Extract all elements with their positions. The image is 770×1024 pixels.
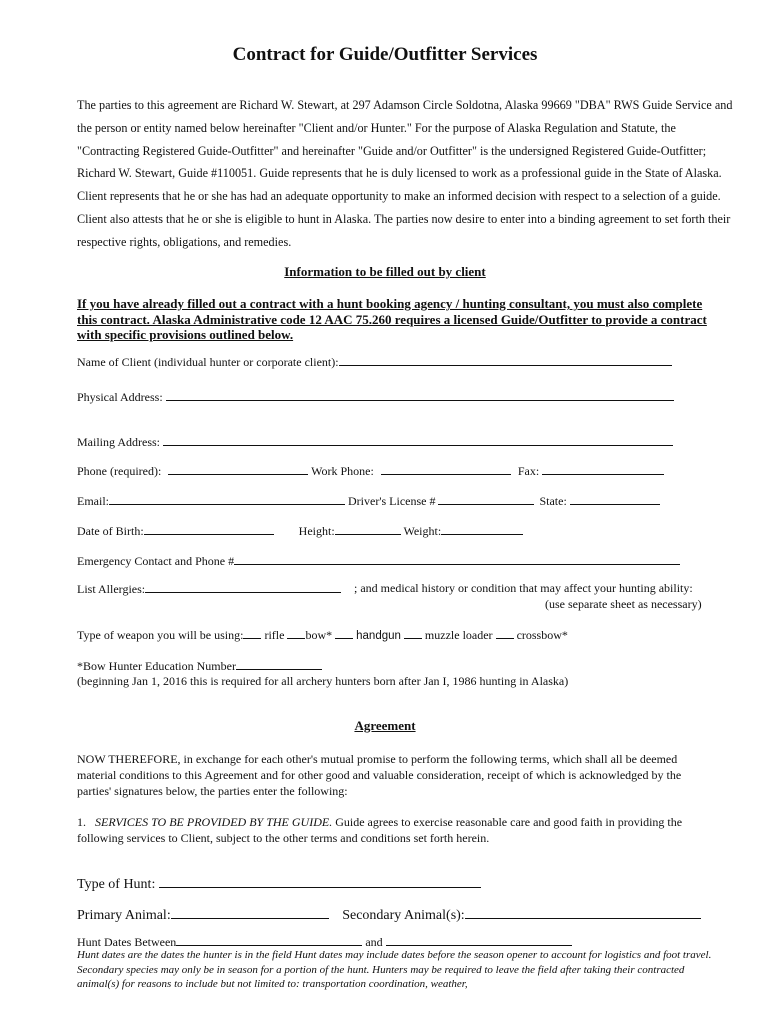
mailing-address-row: [77, 434, 673, 450]
services-number: 1.: [77, 815, 86, 829]
hunt-type-row: [77, 874, 481, 893]
services-text: Guide agrees to exercise reasonable care and good faith in providing the following services to Client, subject to the other terms and conditions set forth herein.: [77, 815, 683, 845]
email-label: Email:: [77, 494, 109, 508]
hunt-type-field[interactable]: [159, 874, 481, 888]
phone-field[interactable]: [168, 463, 308, 475]
height-field[interactable]: [335, 523, 401, 535]
dob-row: [77, 523, 523, 539]
bow-label: bow*: [305, 628, 333, 642]
muzzle-blank[interactable]: [404, 627, 422, 639]
weight-field[interactable]: [441, 523, 523, 535]
handgun-blank[interactable]: [335, 627, 353, 639]
hunt-dates-note-text: Hunt dates are the dates the hunter is in the field Hunt dates may include dates before the season opener to account for logistics and foot travel. Secondary species may only be in season for a portion of the hunt. Hunters may be required to leave the field after taking their contracted animal(s) for reasons to include but not limited to: transportation coordination, weather,: [77, 949, 712, 990]
phone-label: Phone (required):: [77, 464, 162, 478]
crossbow-blank[interactable]: [496, 627, 514, 639]
services-title: SERVICES TO BE PROVIDED BY THE GUIDE.: [95, 815, 333, 829]
services-line: [77, 814, 717, 846]
secondary-animal-field[interactable]: [465, 905, 701, 919]
name-client-field[interactable]: [339, 354, 672, 366]
bow-blank[interactable]: [287, 627, 305, 639]
primary-animal-label: Primary Animal:: [77, 908, 171, 923]
drivers-license-label: Driver's License #: [348, 494, 436, 508]
medical-label: ; and medical history or condition that may affect your hunting ability:: [354, 581, 693, 595]
secondary-animal-label: Secondary Animal(s):: [342, 908, 465, 923]
intro-paragraph: [77, 94, 737, 254]
notice-paragraph: [77, 296, 717, 343]
emergency-field[interactable]: [234, 553, 680, 565]
weapon-row: [77, 627, 568, 643]
rifle-blank[interactable]: [243, 627, 261, 639]
emergency-label: Emergency Contact and Phone #: [77, 554, 235, 568]
agreement-text: NOW THEREFORE, in exchange for each other's mutual promise to perform the following terms, which shall all be deemed material conditions to this Agreement and for other good and valuable consideration, receipt of which is acknowledged by the parties' signatures below, the parties enter the following:: [77, 752, 682, 798]
allergies-label: List Allergies:: [77, 582, 146, 596]
allergies-row: [77, 581, 341, 597]
email-field[interactable]: [109, 493, 345, 505]
height-label: Height:: [298, 524, 335, 538]
bow-ed-field[interactable]: [236, 658, 322, 670]
agreement-paragraph: [77, 751, 717, 799]
muzzle-label: muzzle loader: [424, 628, 493, 642]
physical-address-label: Physical Address:: [77, 390, 163, 404]
animal-row: [77, 905, 701, 924]
info-heading: Information to be filled out by client: [284, 264, 486, 279]
name-client-label: Name of Client (individual hunter or corporate client):: [77, 355, 339, 369]
start-date-field[interactable]: [176, 934, 362, 946]
dob-field[interactable]: [144, 523, 274, 535]
fax-field[interactable]: [542, 463, 664, 475]
drivers-license-field[interactable]: [438, 493, 534, 505]
rifle-label: rifle: [264, 628, 285, 642]
fax-label: Fax:: [517, 464, 540, 478]
physical-address-field[interactable]: [166, 389, 674, 401]
bow-ed-note: (beginning Jan 1, 2016 this is required for all archery hunters born after Jan I, 1986 hunting in Alaska): [77, 674, 569, 688]
weight-label: Weight:: [403, 524, 442, 538]
mailing-address-field[interactable]: [163, 434, 673, 446]
emergency-row: [77, 553, 680, 569]
bow-ed-label: *Bow Hunter Education Number: [77, 659, 236, 673]
name-client-row: [77, 354, 672, 370]
work-phone-field[interactable]: [381, 463, 511, 475]
crossbow-label: crossbow*: [516, 628, 568, 642]
primary-animal-field[interactable]: [171, 905, 329, 919]
services-paragraph: [77, 814, 717, 846]
bow-ed-row: [77, 658, 322, 674]
agreement-heading: Agreement: [354, 718, 416, 733]
notice-text: If you have already filled out a contract with a hunt booking agency / hunting consultant, you must also complete this contract. Alaska Administrative code 12 AAC 75.260 requires a licensed Guide/Outfitter to provide a contract with specific provisions outlined below.: [77, 296, 707, 342]
end-date-field[interactable]: [386, 934, 572, 946]
hunt-type-label: Type of Hunt:: [77, 877, 156, 892]
physical-address-row: [77, 389, 674, 405]
state-label: State:: [539, 494, 567, 508]
handgun-label: handgun: [356, 630, 401, 642]
allergies-field[interactable]: [145, 581, 341, 593]
state-field[interactable]: [570, 493, 660, 505]
email-row: [77, 493, 660, 509]
dates-and-label: and: [365, 935, 383, 949]
weapon-label: Type of weapon you will be using:: [77, 628, 244, 642]
separate-sheet-note: (use separate sheet as necessary): [545, 597, 702, 611]
hunt-dates-note: [77, 948, 717, 992]
page-title: Contract for Guide/Outfitter Services: [232, 44, 538, 65]
intro-text: The parties to this agreement are Richard W. Stewart, at 297 Adamson Circle Soldotna, Alaska 99669 "DBA" RWS Guide Service and the person or entity named below hereinafter "Client and/or Hunter." For the purpose of Alaska Regulation and Statute, the "Contracting Registered Guide-Outfitter" and hereinafter "Guide and/or Outfitter" is the undersigned Registered Guide-Outfitter; Richard W. Stewart, Guide #110051. Guide represents that he is duly licensed to work as a professional guide in the State of Alaska. Client represents that he or she has had an adequate opportunity to make an informed decision with respect to a selection of a guide. Client also attests that he or she is eligible to hunt in Alaska. The parties now desire to enter into a binding agreement to set forth their respective rights, obligations, and remedies.: [77, 98, 733, 249]
work-phone-label: Work Phone:: [311, 464, 374, 478]
dates-between-label: Hunt Dates Between: [77, 935, 177, 949]
dob-label: Date of Birth:: [77, 524, 144, 538]
mailing-address-label: Mailing Address:: [77, 435, 160, 449]
phone-row: [77, 463, 664, 479]
